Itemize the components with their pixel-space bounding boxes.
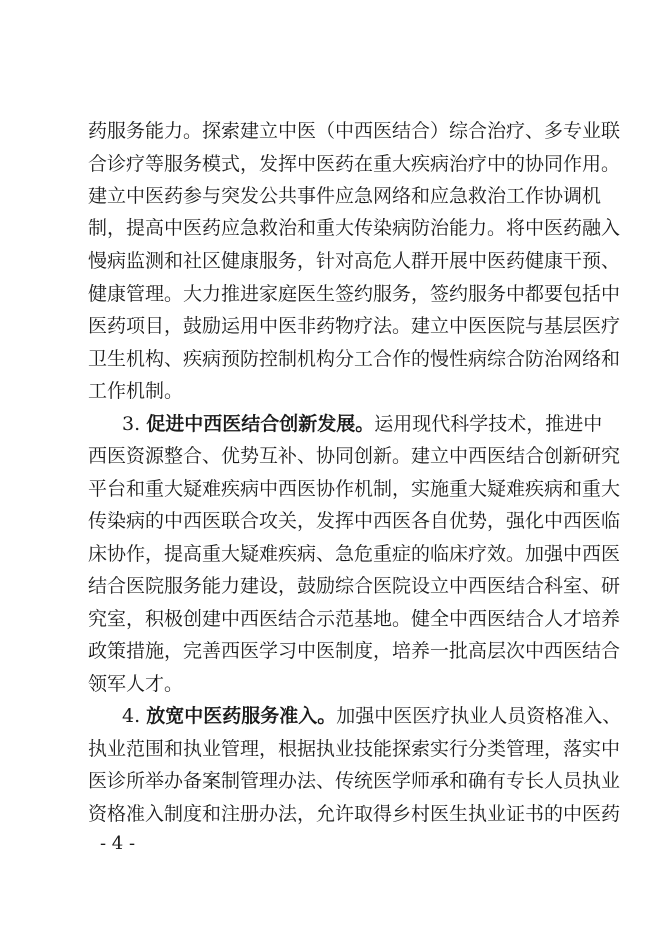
para2-number: 3. <box>122 413 141 435</box>
para2-line-2: 西医资源整合、优势互补、协同创新。建立中西医结合创新研究 <box>88 445 621 467</box>
para3-heading: 放宽中医药服务准入。 <box>146 705 337 727</box>
para2-line-4: 传染病的中西医联合攻关，发挥中西医各自优势，强化中西医临 <box>88 510 621 532</box>
para1-line-7: 医药项目，鼓励运用中医非药物疗法。建立中医医院与基层医疗 <box>88 315 621 337</box>
para3-first-line <box>122 704 622 728</box>
para2-heading: 促进中西医结合创新发展。 <box>146 413 375 435</box>
para3-line-2: 执业范围和执业管理，根据执业技能探索实行分类管理，落实中 <box>88 738 621 760</box>
para2-first-line <box>122 412 603 436</box>
para1-line-8: 卫生机构、疾病预防控制机构分工合作的慢性病综合防治网络和 <box>88 348 621 370</box>
para2-line-9: 领军人才。 <box>88 673 184 695</box>
para2-line-7: 究室，积极创建中西医结合示范基地。健全中西医结合人才培养 <box>88 608 621 630</box>
para1-line-5: 慢病监测和社区健康服务，针对高危人群开展中医药健康干预、 <box>88 250 621 272</box>
para1-line-4: 制，提高中医药应急救治和重大传染病防治能力。将中医药融入 <box>88 217 621 239</box>
para3-number: 4. <box>122 705 141 727</box>
para1-line-2: 合诊疗等服务模式，发挥中医药在重大疾病治疗中的协同作用。 <box>88 153 621 175</box>
page-number: - 4 - <box>100 833 136 854</box>
para2-line-3: 平台和重大疑难疾病中西医协作机制，实施重大疑难疾病和重大 <box>88 478 621 500</box>
para2-line-6: 结合医院服务能力建设，鼓励综合医院设立中西医结合科室、研 <box>88 575 621 597</box>
para1-line-9: 工作机制。 <box>88 380 184 402</box>
para3-line-4: 资格准入制度和注册办法，允许取得乡村医生执业证书的中医药 <box>88 803 621 825</box>
para3-line-3: 医诊所举办备案制管理办法、传统医学师承和确有专长人员执业 <box>88 770 621 792</box>
para1-line-6: 健康管理。大力推进家庭医生签约服务，签约服务中都要包括中 <box>88 283 621 305</box>
para3-first-line-rest: 加强中医医疗执业人员资格准入、 <box>336 705 622 727</box>
para1-line-1: 药服务能力。探索建立中医（中西医结合）综合治疗、多专业联 <box>88 120 621 142</box>
para2-first-line-rest: 运用现代科学技术，推进中 <box>374 413 603 435</box>
para1-line-3: 建立中医药参与突发公共事件应急网络和应急救治工作协调机 <box>88 185 602 207</box>
para2-line-8: 政策措施，完善西医学习中医制度，培养一批高层次中西医结合 <box>88 640 621 662</box>
para2-line-5: 床协作，提高重大疑难疾病、急危重症的临床疗效。加强中西医 <box>88 543 621 565</box>
